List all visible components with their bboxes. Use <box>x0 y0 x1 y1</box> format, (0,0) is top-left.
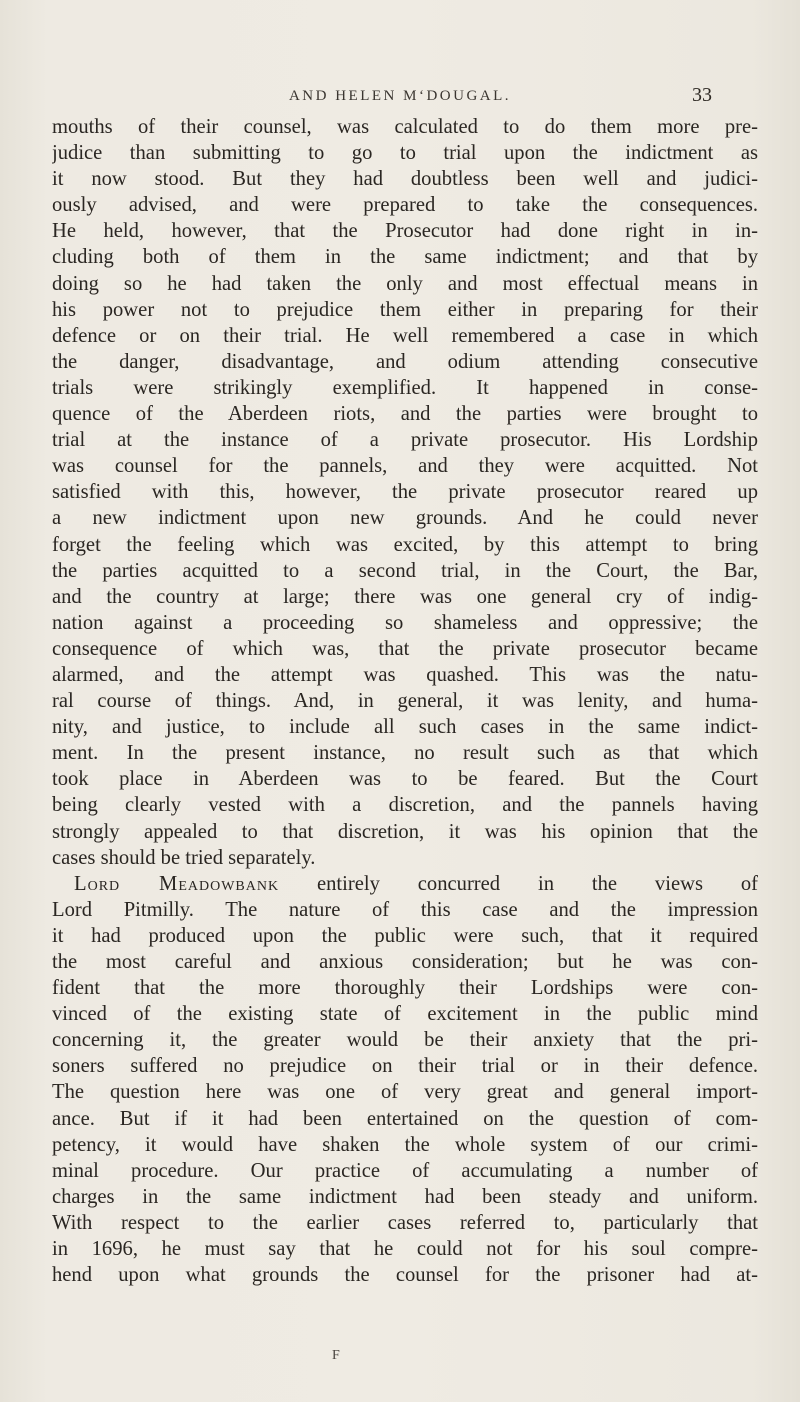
signature-mark: F <box>332 1348 340 1363</box>
text-line: trial at the instance of a private prosecutor. His Lordship <box>52 429 758 452</box>
text-line: nity, and justice, to include all such cases in the same indict- <box>52 716 758 739</box>
text-line: ance. But if it had been entertained on the question of com- <box>52 1107 758 1130</box>
text-line: cluding both of them in the same indictment; and that by <box>52 246 758 269</box>
text-line: judice than submitting to go to trial upon the indictment as <box>52 142 758 165</box>
text-line: vinced of the existing state of excitement in the public mind <box>52 1003 758 1026</box>
paragraph-2 <box>52 871 758 1289</box>
text-line: took place in Aberdeen was to be feared. But the Court <box>52 768 758 791</box>
paragraph-2-first-line <box>52 871 758 897</box>
paragraph-1 <box>52 114 758 871</box>
text-line: ously advised, and were prepared to take the consequences. <box>52 194 758 217</box>
text-line: it had produced upon the public were such, that it required <box>52 924 758 947</box>
text-line: defence or on their trial. He well remembered a case in which <box>52 324 758 347</box>
text-line: the danger, disadvantage, and odium attending consecutive <box>52 350 758 373</box>
text-line: concerning it, the greater would be their anxiety that the pri- <box>52 1029 758 1052</box>
text-line: doing so he had taken the only and most effectual means in <box>52 272 758 295</box>
text-line: Lord Pitmilly. The nature of this case and the impression <box>52 898 758 921</box>
text-line: trials were strikingly exemplified. It happened in conse- <box>52 376 758 399</box>
text-line: The question here was one of very great and general import- <box>52 1081 758 1104</box>
text-line: consequence of which was, that the private prosecutor became <box>52 637 758 660</box>
text-line: quence of the Aberdeen riots, and the parties were brought to <box>52 403 758 426</box>
text-line: nation against a proceeding so shameless and oppressive; the <box>52 611 758 634</box>
text-line: was counsel for the pannels, and they were acquitted. Not <box>52 455 758 478</box>
text-line: cases should be tried separately. <box>52 846 316 869</box>
text-line: a new indictment upon new grounds. And he could never <box>52 507 758 530</box>
text-line: it now stood. But they had doubtless been well and judici- <box>52 168 758 191</box>
text-line: hend upon what grounds the counsel for the prisoner had at- <box>52 1264 758 1287</box>
text-line: With respect to the earlier cases referred to, particularly that <box>52 1211 758 1234</box>
text-line: ment. In the present instance, no result such as that which <box>52 742 758 765</box>
text-line: forget the feeling which was excited, by this attempt to bring <box>52 533 758 556</box>
text-line: ral course of things. And, in general, it was lenity, and huma- <box>52 690 758 713</box>
text-line: petency, it would have shaken the whole system of our crimi- <box>52 1133 758 1156</box>
text-line: mouths of their counsel, was calculated to do them more pre- <box>52 116 758 138</box>
text-line: fident that the more thoroughly their Lordships were con- <box>52 977 758 1000</box>
text-line: the most careful and anxious consideration; but he was con- <box>52 951 758 973</box>
running-head: AND HELEN M‘DOUGAL. <box>288 88 512 104</box>
text-line: his power not to prejudice them either in preparing for their <box>52 298 758 321</box>
page-number: 33 <box>692 84 712 106</box>
body-text <box>52 114 758 1288</box>
text-line: being clearly vested with a discretion, and the pannels having <box>52 794 758 817</box>
text-line: soners suffered no prejudice on their trial or in their defence. <box>52 1055 758 1078</box>
text-line: alarmed, and the attempt was quashed. This was the natu- <box>52 663 758 686</box>
text-line: in 1696, he must say that he could not for his soul compre- <box>52 1238 758 1261</box>
text-line: satisfied with this, however, the private prosecutor reared up <box>52 481 758 504</box>
text-line: strongly appealed to that discretion, it was his opinion that the <box>52 820 758 843</box>
text-line: He held, however, that the Prosecutor had done right in in- <box>52 220 758 243</box>
text-line: minal procedure. Our practice of accumulating a number of <box>52 1159 758 1182</box>
text-line: charges in the same indictment had been steady and uniform. <box>52 1185 758 1208</box>
speaker-name: Lord Meadowbank <box>74 872 280 895</box>
text-line: the parties acquitted to a second trial, in the Court, the Bar, <box>52 559 758 582</box>
text-line: and the country at large; there was one general cry of indig- <box>52 585 758 608</box>
paragraph-2-first-line-text: entirely concurred in the views of <box>317 872 758 895</box>
